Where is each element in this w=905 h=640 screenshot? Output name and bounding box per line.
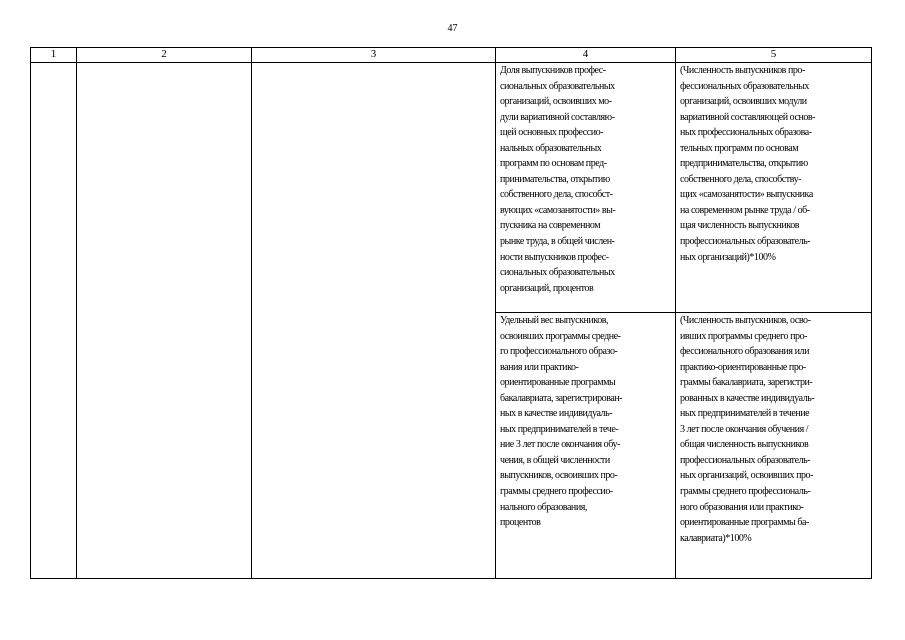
text-line: щая численность выпускников: [680, 220, 800, 232]
text-line: тельных программ по основам: [680, 142, 799, 154]
text-line: фессионального образования или: [680, 346, 809, 358]
indicator-formula-text: [676, 313, 871, 546]
indicator-name-text: [496, 313, 675, 531]
column-header-2: 2: [77, 48, 252, 63]
text-line: бакалавриата, зарегистрирован-: [500, 392, 623, 404]
text-line: калавриата)*100%: [680, 532, 752, 544]
column-header-4: 4: [496, 48, 676, 63]
text-line: предпринимательства, открытию: [680, 158, 808, 170]
indicator-name-cell: [496, 313, 676, 579]
column-header-3: 3: [252, 48, 496, 63]
page-number: 47: [447, 23, 458, 34]
table-header-row: [31, 48, 872, 63]
text-line: сиональных образовательных: [500, 267, 615, 279]
text-line: 3 лет после окончания обучения /: [680, 423, 809, 435]
indicator-formula-text: [676, 63, 871, 265]
text-line: организаций, освоивших мо-: [500, 96, 612, 108]
text-line: ивших программы среднего про-: [680, 330, 807, 342]
text-line: процентов: [500, 517, 541, 529]
text-line: ных предпринимателей в тече-: [500, 423, 619, 435]
text-line: на современном рынке труда / об-: [680, 204, 810, 216]
text-line: фессиональных образовательных: [680, 80, 809, 92]
text-line: рованных в качестве индивидуаль-: [680, 392, 815, 404]
text-line: организаций, процентов: [500, 282, 594, 294]
text-line: Удельный вес выпускников,: [500, 315, 609, 326]
text-line: вариативной составляющей основ-: [680, 111, 816, 123]
text-line: нальных образовательных: [500, 142, 602, 154]
text-line: собственного дела, способству-: [680, 173, 802, 185]
text-line: (Численность выпускников про-: [680, 65, 805, 76]
indicator-formula-cell: [676, 313, 872, 579]
text-line: выпускников, освоивших про-: [500, 470, 618, 482]
table-row: [31, 63, 872, 313]
text-line: ориентированные программы: [500, 377, 616, 389]
text-line: граммы среднего профессио-: [500, 486, 613, 498]
text-line: ных профессиональных образова-: [680, 127, 812, 139]
text-line: программ по основам пред-: [500, 158, 607, 170]
text-line: практико-ориентированные про-: [680, 361, 806, 373]
text-line: (Численность выпускников, осво-: [680, 315, 811, 326]
text-line: ности выпускников профес-: [500, 251, 609, 263]
indicator-table: [30, 47, 872, 579]
cell-col-2: [77, 63, 252, 579]
text-line: освоивших программы средне-: [500, 330, 621, 342]
text-line: ных организаций)*100%: [680, 251, 776, 263]
text-line: вания или практико-: [500, 361, 579, 373]
text-line: ных в качестве индивидуаль-: [500, 408, 613, 420]
text-line: Доля выпускников профес-: [500, 65, 606, 76]
text-line: граммы среднего профессиональ-: [680, 486, 811, 498]
text-line: ных организаций, освоивших про-: [680, 470, 813, 482]
text-line: собственного дела, способст-: [500, 189, 613, 201]
text-line: ных предпринимателей в течение: [680, 408, 810, 420]
text-line: ориентированные программы ба-: [680, 517, 809, 529]
text-line: рынке труда, в общей числен-: [500, 236, 615, 248]
column-header-1: 1: [31, 48, 77, 63]
text-line: организаций, освоивших модули: [680, 96, 807, 108]
text-line: нального образования,: [500, 501, 587, 513]
indicator-name-text: [496, 63, 675, 296]
cell-col-3: [252, 63, 496, 579]
text-line: граммы бакалавриата, зарегистри-: [680, 377, 813, 389]
text-line: профессиональных образователь-: [680, 454, 811, 466]
text-line: ние 3 лет после окончания обу-: [500, 439, 620, 451]
column-header-5: 5: [676, 48, 872, 63]
text-line: сиональных образовательных: [500, 80, 615, 92]
indicator-formula-cell: [676, 63, 872, 313]
text-line: пускника на современном: [500, 220, 601, 232]
text-line: вующих «самозанятости» вы-: [500, 204, 616, 216]
text-line: принимательства, открытию: [500, 173, 610, 185]
text-line: го профессионального образо-: [500, 346, 618, 358]
text-line: щих «самозанятости» выпускника: [680, 189, 813, 201]
text-line: профессиональных образователь-: [680, 236, 811, 248]
text-line: ного образования или практико-: [680, 501, 804, 513]
text-line: дули вариативной составляю-: [500, 111, 615, 123]
text-line: щей основных профессио-: [500, 127, 604, 139]
cell-col-1: [31, 63, 77, 579]
indicator-name-cell: [496, 63, 676, 313]
text-line: общая численность выпускников: [680, 439, 809, 451]
text-line: чения, в общей численности: [500, 454, 610, 466]
